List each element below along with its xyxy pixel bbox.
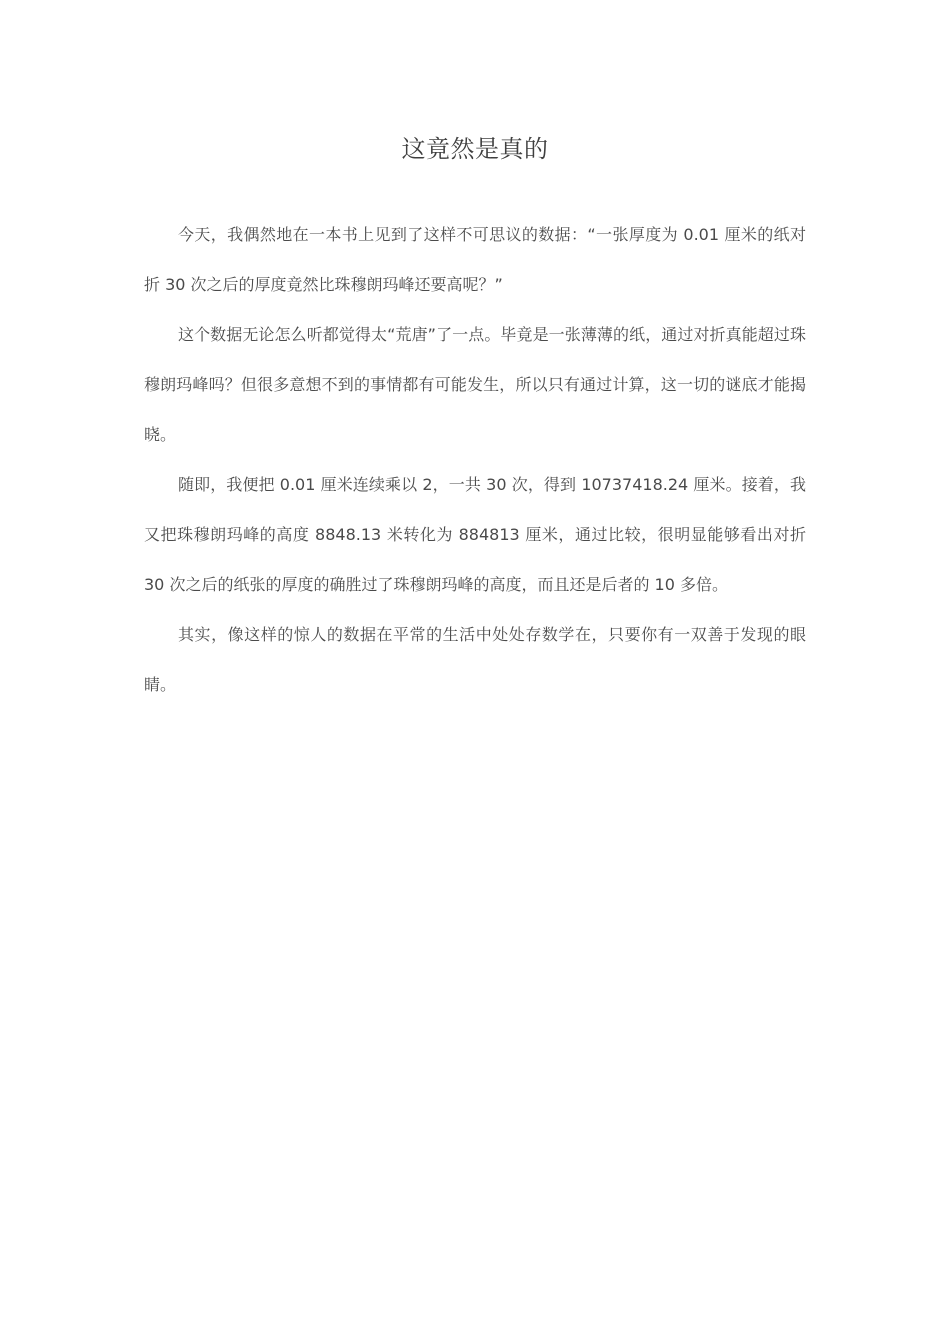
document-body [144,210,806,710]
paragraph-1: 今天，我偶然地在一本书上见到了这样不可思议的数据：“一张厚度为 0.01 厘米的纸对折 30 次之后的厚度竟然比珠穆朗玛峰还要高呢？” [144,225,806,294]
paragraph-4: 其实，像这样的惊人的数据在平常的生活中处处存数学在，只要你有一双善于发现的眼睛。 [144,625,806,694]
paragraph-3: 随即，我便把 0.01 厘米连续乘以 2，一共 30 次，得到 10737418.24 厘米。接着，我又把珠穆朗玛峰的高度 8848.13 米转化为 884813 厘米，通过比较，很明显能够看出对折 30 次之后的纸张的厚度的确胜过了珠穆朗玛峰的高度，而且还是后者的 10 多倍。 [144,475,806,594]
paragraph-2: 这个数据无论怎么听都觉得太“荒唐”了一点。毕竟是一张薄薄的纸，通过对折真能超过珠穆朗玛峰吗？但很多意想不到的事情都有可能发生，所以只有通过计算，这一切的谜底才能揭晓。 [144,325,806,444]
document-title: 这竟然是真的 [401,135,549,163]
